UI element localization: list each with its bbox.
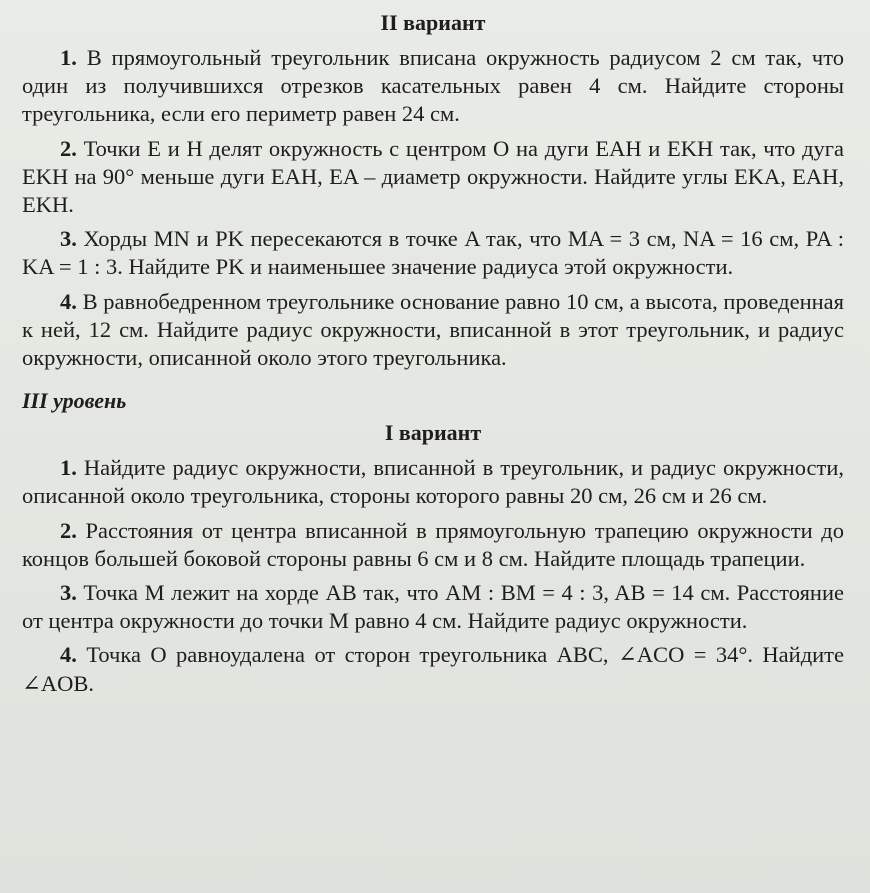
problem-number: 3. bbox=[60, 226, 77, 252]
problem-text: В прямоугольный треугольник вписана окружность радиусом 2 см так, что один из получившихся отрезков касательных равен 4 см. Найдите стороны треугольника, если его периметр равен 24 см. bbox=[22, 45, 845, 127]
problem-number: 1. bbox=[60, 45, 77, 70]
problem-number: 1. bbox=[60, 455, 77, 481]
level-heading: III уровень bbox=[22, 388, 127, 414]
problem-item bbox=[22, 225, 844, 281]
variant-heading: I вариант bbox=[384, 420, 482, 446]
problem-number: 3. bbox=[60, 580, 77, 606]
problem-item bbox=[22, 288, 844, 373]
problem-number: 2. bbox=[60, 517, 77, 543]
problem-item bbox=[22, 454, 844, 510]
problem-number: 2. bbox=[60, 135, 77, 161]
problem-text: Найдите радиус окружности, вписанной в треугольник, и радиус окружности, описанной около треугольника, стороны которого равны 20 см, 26 см и 26 см. bbox=[22, 455, 845, 509]
problem-text: Хорды MN и PK пересекаются в точке A так, что MA = 3 см, NA = 16 см, PA : KA = 1 : 3. Найдите PK и наименьшее значение радиуса этой окружности. bbox=[22, 226, 844, 280]
problem-text: Точка O равноудалена от сторон треугольника ABC, ∠ACO = 34°. Найдите ∠AOB. bbox=[22, 642, 844, 696]
problem-text: Точка M лежит на хорде AB так, что AM : BM = 4 : 3, AB = 14 см. Расстояние от центра окружности до точки M равно 4 см. Найдите радиус окружности. bbox=[22, 580, 844, 634]
variant-2-section bbox=[22, 8, 844, 372]
problem-item bbox=[22, 517, 844, 573]
variant-1-section bbox=[22, 418, 844, 698]
problem-item bbox=[22, 641, 844, 697]
problem-number: 4. bbox=[60, 642, 77, 668]
problem-item bbox=[22, 44, 844, 129]
problem-item bbox=[22, 579, 844, 635]
problem-number: 4. bbox=[60, 288, 77, 314]
problem-item bbox=[22, 135, 844, 220]
problem-text: Расстояния от центра вписанной в прямоугольную трапецию окружности до концов большей боковой стороны равны 6 см и 8 см. Найдите площадь трапеции. bbox=[22, 517, 844, 571]
variant-heading: II вариант bbox=[380, 10, 486, 35]
problem-text: В равнобедренном треугольнике основание равно 10 см, а высота, проведенная к ней, 12 см. Найдите радиус окружности, вписанной в этот треугольник, и радиус окружности, описанной около этого треугольника. bbox=[22, 288, 845, 371]
problem-text: Точки E и H делят окружность с центром O на дуги EAH и EKH так, что дуга EKH на 90° меньше дуги EAH, EA – диаметр окружности. Найдите углы EKA, EAH, EKH. bbox=[22, 135, 845, 218]
